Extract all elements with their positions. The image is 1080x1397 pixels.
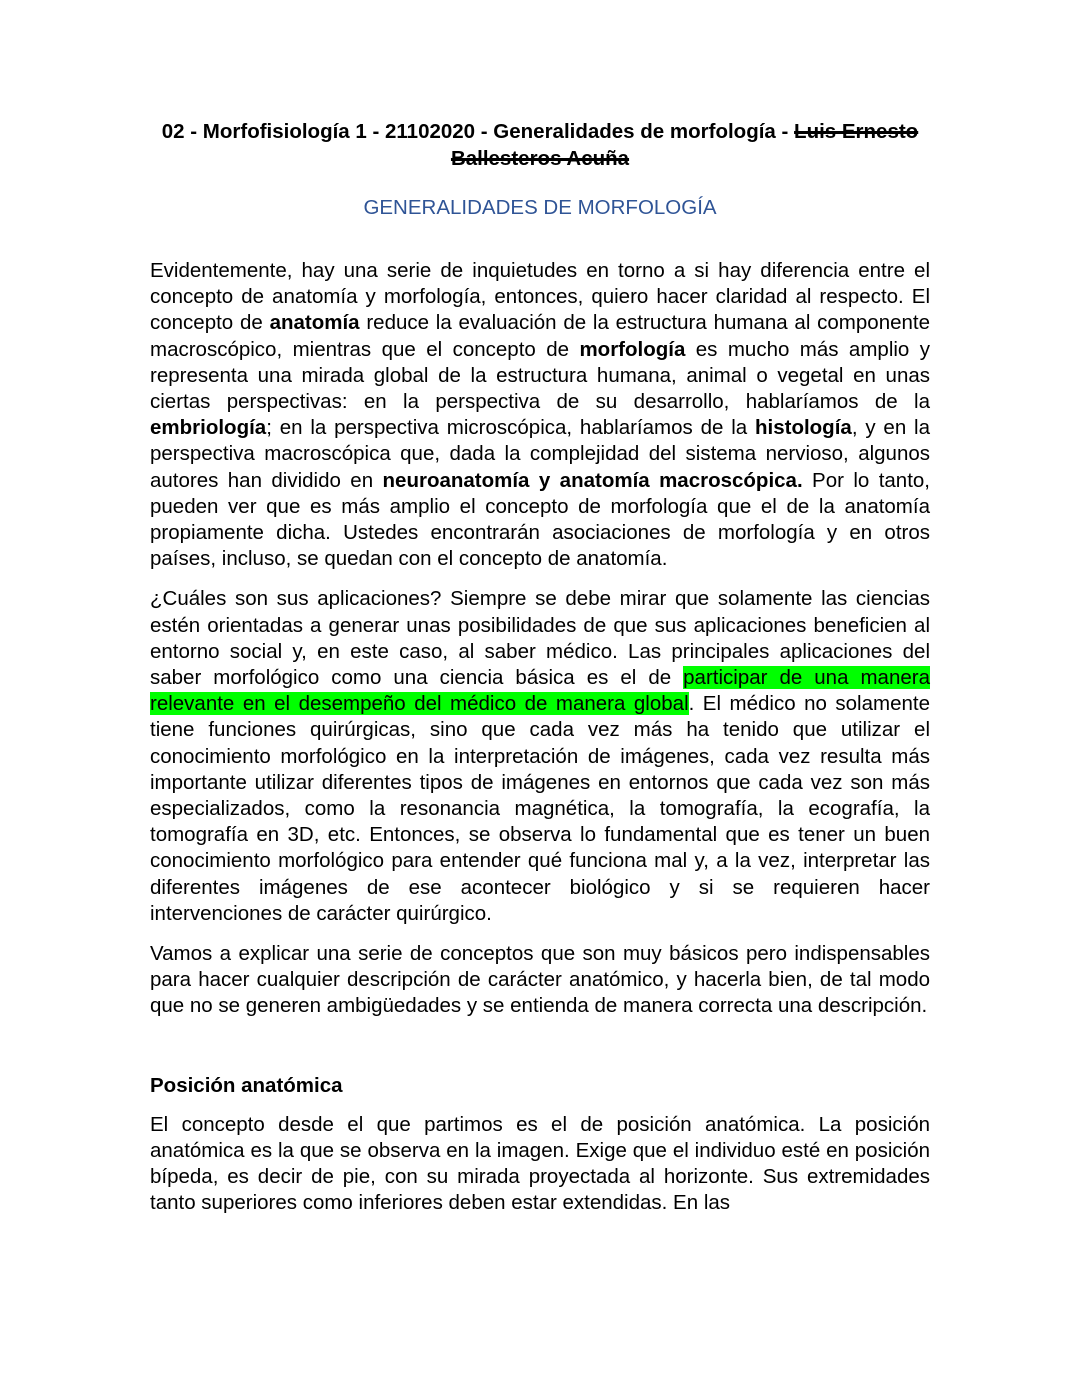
bold-term-anatomia: anatomía xyxy=(269,311,360,335)
text-run: ¿Cuáles son sus aplicaciones? Siempre se debe mirar que solamente las ciencias estén orientadas a generar unas posibilidades de que sus aplicaciones beneficien al entorno social y, en este caso, al saber médico. Las principales aplicaciones del saber morfológico como una ciencia básica es el de xyxy=(150,587,930,690)
highlighted-text: participar de una manera relevante en el desempeño del médico de manera global xyxy=(150,666,930,716)
paragraph-conceptos: Vamos a explicar una serie de conceptos que son muy básicos pero indispensables para hacer cualquier descripción de carácter anatómico, y hacerla bien, de tal modo que no se generen ambigüedades y se entienda de manera correcta una descripción. xyxy=(150,942,930,1018)
bold-term-morfologia: morfología xyxy=(579,337,686,361)
subheading-posicion-anatomica: Posición anatómica xyxy=(150,1073,343,1097)
text-run: Por lo tanto, pueden ver que es más amplio el concepto de morfología que el de la anatomía propiamente dicha. Ustedes encontrarán asociaciones de morfología y en otros países, incluso, se quedan con el concepto de anatomía. xyxy=(150,468,930,571)
section-heading: GENERALIDADES DE MORFOLOGÍA xyxy=(363,196,717,219)
bold-term-histologia: histología xyxy=(755,416,852,440)
text-run: Evidentemente, hay una serie de inquietudes en torno a si hay diferencia entre el concepto de anatomía y morfología, entonces, quiero hacer claridad al respecto. El concepto de xyxy=(150,259,930,335)
text-run: ; en la perspectiva microscópica, hablaríamos de la xyxy=(266,416,755,440)
bold-term-neuroanatomia: neuroanatomía y anatomía macroscópica. xyxy=(382,468,803,492)
text-run: . El médico no solamente tiene funciones quirúrgicas, sino que cada vez más ha tenido que utilizar el conocimiento morfológico en la interpretación de imágenes, cada vez resulta más importante utilizar diferentes tipos de imágenes en entornos que cada vez son más especializados, como la resonancia magnética, la tomografía, la ecografía, la tomografía en 3D, etc. Entonces, se observa lo fundamental que es tener un buen conocimiento morfológico para entender qué funciona mal y, a la vez, interpretar las diferentes imágenes de ese acontecer biológico y si se requieren hacer intervenciones de carácter quirúrgico. xyxy=(150,692,930,925)
text-run: , y en la perspectiva macroscópica que, dada la complejidad del sistema nervioso, algunos autores han dividido en xyxy=(150,416,931,492)
bold-term-embriologia: embriología xyxy=(150,416,267,440)
paragraph-aplicaciones xyxy=(150,586,930,927)
text-run: reduce la evaluación de la estructura humana al componente macroscópico, mientras que el concepto de xyxy=(150,311,930,361)
struck-author-name: Luis Ernesto Ballesteros Acuña xyxy=(450,120,919,170)
paragraph-posicion-anatomica: El concepto desde el que partimos es el de posición anatómica. La posición anatómica es la que se observa en la imagen. Exige que el individuo esté en posición bípeda, es decir de pie, con su mirada proyectada al horizonte. Sus extremidades tanto superiores como inferiores deben estar extendidas. En las xyxy=(150,1112,930,1215)
document-title xyxy=(105,118,975,172)
document-page xyxy=(150,118,930,1217)
document-title-text: 02 - Morfofisiología 1 - 21102020 - Generalidades de morfología - xyxy=(161,120,795,143)
text-run: es mucho más amplio y representa una mirada global de la estructura humana, animal o vegetal en unas ciertas perspectivas: en la perspectiva de su desarrollo, hablaríamos de la xyxy=(150,337,930,414)
paragraph-anatomia-morfologia xyxy=(150,258,930,572)
